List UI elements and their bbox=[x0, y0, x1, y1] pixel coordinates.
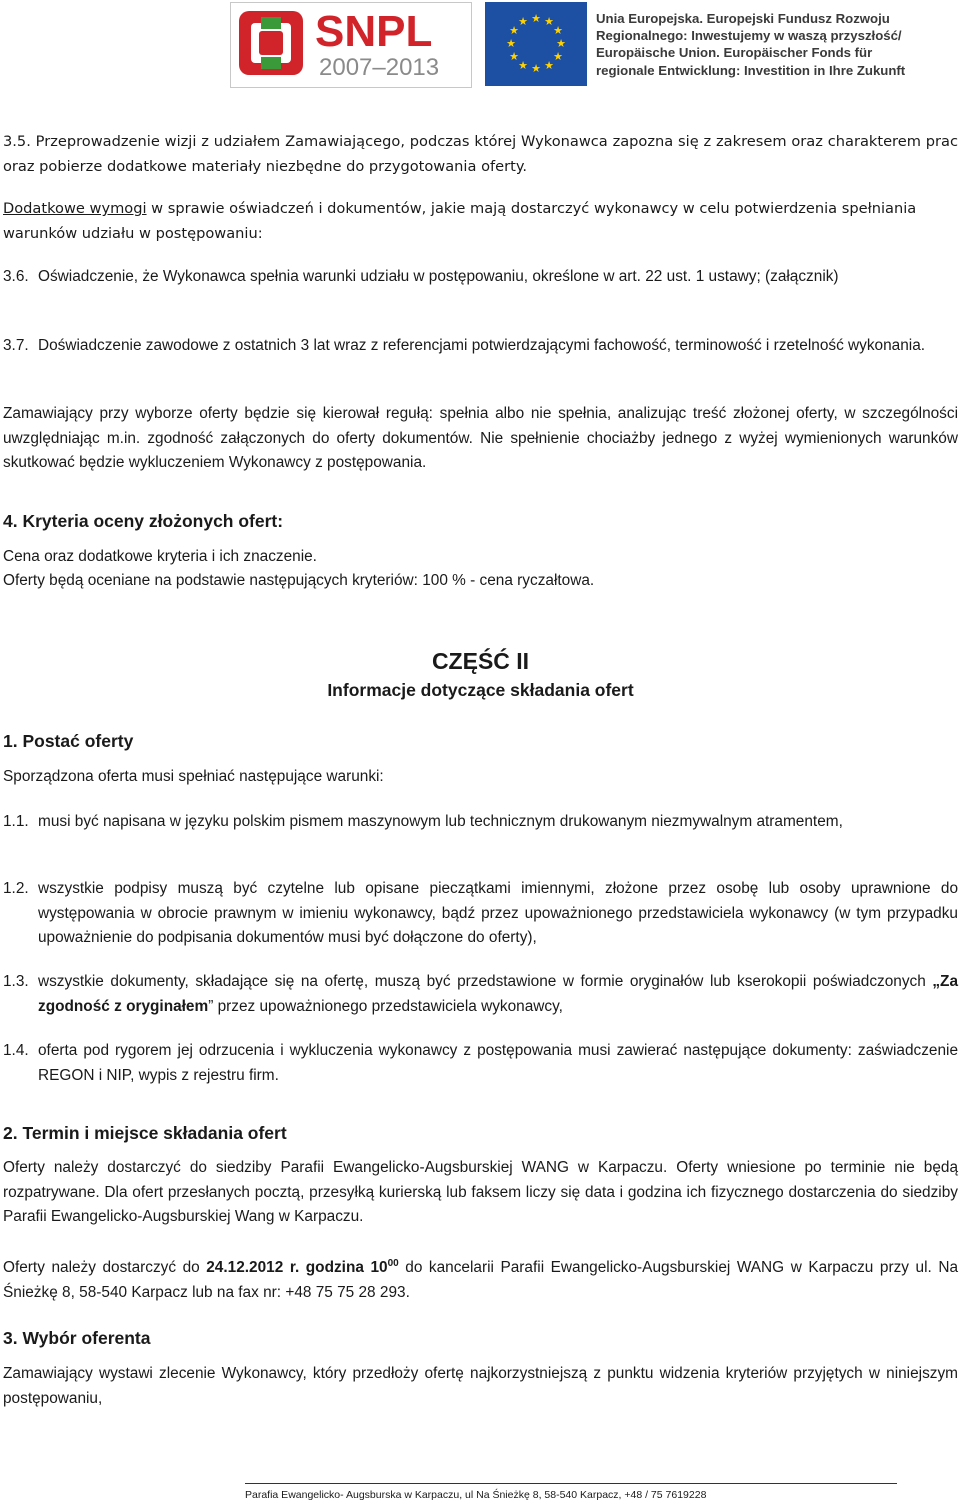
cena-text: Cena oraz dodatkowe kryteria i ich znaczenie. bbox=[3, 548, 317, 565]
eu-line: regionale Entwicklung: Investition in Ihre Zukunft bbox=[596, 62, 906, 78]
item-text: oferta pod rygorem jej odrzucenia i wykluczenia wykonawcy z postępowania musi zawierać następujące dokumenty: zaświadczenie REGON i NIP, wypis z rejestru firm. bbox=[38, 1042, 958, 1084]
item-1-2 bbox=[3, 877, 958, 951]
svg-text:★: ★ bbox=[509, 24, 519, 37]
snpl-logo bbox=[230, 2, 472, 88]
dodatkowe-wymogi bbox=[3, 197, 958, 246]
svg-text:★: ★ bbox=[553, 50, 563, 63]
item-number: 3.7. bbox=[3, 337, 29, 354]
sporzadzona-text: Sporządzona oferta musi spełniać następujące warunki: bbox=[3, 768, 384, 785]
eu-line: Regionalnego: Inwestujemy w waszą przyszłość/ bbox=[596, 28, 902, 44]
termin-minutes: 00 bbox=[387, 1258, 399, 1269]
footer-divider bbox=[245, 1483, 897, 1484]
termin-para-1: Oferty należy dostarczyć do siedziby Parafii Ewangelicko-Augsburskiej WANG w Karpaczu. Oferty wniesione po terminie nie będą rozpatrywane. Dla ofert przesłanych pocztą, przesyłką kurierską lub faksem liczy się data i godzina ich fizycznego dostarczenia do siedziby Parafii Ewangelicko-Augsburskiej Wang w Karpaczu. bbox=[3, 1159, 958, 1225]
heading-4: 4. Kryteria oceny złożonych ofert: bbox=[3, 511, 284, 531]
item-number: 1.2. bbox=[3, 880, 29, 897]
item-number: 3.6. bbox=[3, 268, 29, 285]
svg-text:★: ★ bbox=[553, 24, 563, 37]
svg-text:★: ★ bbox=[518, 59, 528, 72]
dodatkowe-wymogi-text: w sprawie oświadczeń i dokumentów, jakie mają dostarczyć wykonawcy w celu potwierdzenia spełniania warunków udziału w postępowaniu: bbox=[3, 200, 917, 242]
part-subtitle: Informacje dotyczące składania ofert bbox=[327, 680, 634, 700]
item-bold: „Za zgodność z oryginałem bbox=[38, 973, 958, 1015]
svg-text:★: ★ bbox=[556, 37, 566, 50]
eu-line: Unia Europejska. Europejski Fundusz Rozwoju bbox=[596, 11, 890, 26]
svg-text:★: ★ bbox=[544, 15, 554, 28]
termin-pre: Oferty należy dostarczyć do bbox=[3, 1259, 207, 1277]
svg-text:★: ★ bbox=[518, 15, 528, 28]
item-text: wszystkie podpisy muszą być czytelne lub opisane pieczątkami imiennymi, złożone przez osobę lub osoby uprawnione do występowania w obrocie prawnym w imieniu wykonawcy, bądź przez upoważnionego przedstawiciela wykonawcy (w tym przypadku upoważnienie do podpisania dokumentów musi być dołączone do oferty), bbox=[38, 880, 958, 946]
item-1-3 bbox=[3, 970, 958, 1019]
svg-text:★: ★ bbox=[509, 50, 519, 63]
item-number: 1.1. bbox=[3, 813, 29, 830]
termin-date: 24.12.2012 r. godzina 10 bbox=[206, 1259, 388, 1277]
item-text: wszystkie dokumenty, składające się na ofertę, muszą być przedstawione w formie oryginałów lub kserokopii poświadczonych bbox=[38, 973, 933, 990]
part-title: CZĘŚĆ II bbox=[431, 648, 530, 674]
item-1-4 bbox=[3, 1039, 958, 1088]
svg-text:★: ★ bbox=[506, 37, 516, 50]
footer-address: Parafia Ewangelicko- Augsburska w Karpaczu, ul Na Śnieżkę 8, 58-540 Karpacz, +48 / 75 7619228 bbox=[245, 1489, 707, 1501]
para-3-5: 3.5. Przeprowadzenie wizji z udziałem Zamawiającego, podczas której Wykonawca zapozna się z zakresem oraz charakterem prac oraz pobierze dodatkowe materiały niezbędne do przygotowania oferty. bbox=[3, 133, 958, 175]
dodatkowe-wymogi-link: Dodatkowe wymogi bbox=[3, 200, 147, 217]
snpl-name: SNPL bbox=[315, 7, 433, 56]
para-3-7 bbox=[3, 334, 958, 359]
zamawiajacy-para: Zamawiający przy wyborze oferty będzie się kierował regułą: spełnia albo nie spełnia, analizując treść złożonej oferty, w szczególności uwzględniając m.in. zgodność załączonych do oferty dokumentów. Nie spełnienie chociażby jednego z wyżej wymienionych warunków skutkować będzie wykluczeniem Wykonawcy z postępowania. bbox=[3, 405, 958, 471]
termin-para-2 bbox=[3, 1252, 958, 1305]
item-text: Doświadczenie zawodowe z ostatnich 3 lat wraz z referencjami potwierdzającymi fachowość, terminowość i rzetelność wykonania. bbox=[38, 337, 926, 354]
svg-text:★: ★ bbox=[531, 62, 541, 75]
svg-text:★: ★ bbox=[544, 59, 554, 72]
svg-text:★: ★ bbox=[531, 12, 541, 25]
item-1-1 bbox=[3, 810, 958, 835]
item-text: Oświadczenie, że Wykonawca spełnia warunki udziału w postępowaniu, określone w art. 22 ust. 1 ustawy; (załącznik) bbox=[38, 268, 839, 285]
item-text: musi być napisana w języku polskim pismem maszynowym lub technicznym drukowanym niezmywalnym atramentem, bbox=[38, 813, 843, 830]
item-text-end: ” przez upoważnionego przedstawiciela wykonawcy, bbox=[208, 997, 563, 1015]
termin-post: do kancelarii Parafii Ewangelicko-Augsburskiej WANG w Karpaczu przy ul. Na Śnieżkę 8, 58-540 Karpacz lub na fax nr: +48 75 75 28 293. bbox=[3, 1259, 959, 1301]
eu-line: Europäische Union. Europäischer Fonds für bbox=[596, 45, 873, 61]
heading-1: 1. Postać oferty bbox=[3, 731, 134, 751]
item-number: 1.3. bbox=[3, 973, 29, 990]
wybor-para: Zamawiający wystawi zlecenie Wykonawcy, który przedłoży ofertę najkorzystniejszą z punktu widzenia kryteriów przyjętych w niniejszym postępowaniu, bbox=[3, 1365, 958, 1407]
oferty-oceniane: Oferty będą oceniane na podstawie następujących kryteriów: 100 % - cena ryczałtowa. bbox=[3, 572, 595, 589]
para-3-6 bbox=[3, 265, 958, 290]
eu-flag-icon bbox=[485, 2, 587, 86]
heading-2: 2. Termin i miejsce składania ofert bbox=[3, 1123, 287, 1143]
item-number: 1.4. bbox=[3, 1042, 29, 1059]
heading-3: 3. Wybór oferenta bbox=[3, 1328, 151, 1348]
eu-funding-text bbox=[596, 10, 958, 79]
snpl-years: 2007–2013 bbox=[319, 54, 440, 81]
